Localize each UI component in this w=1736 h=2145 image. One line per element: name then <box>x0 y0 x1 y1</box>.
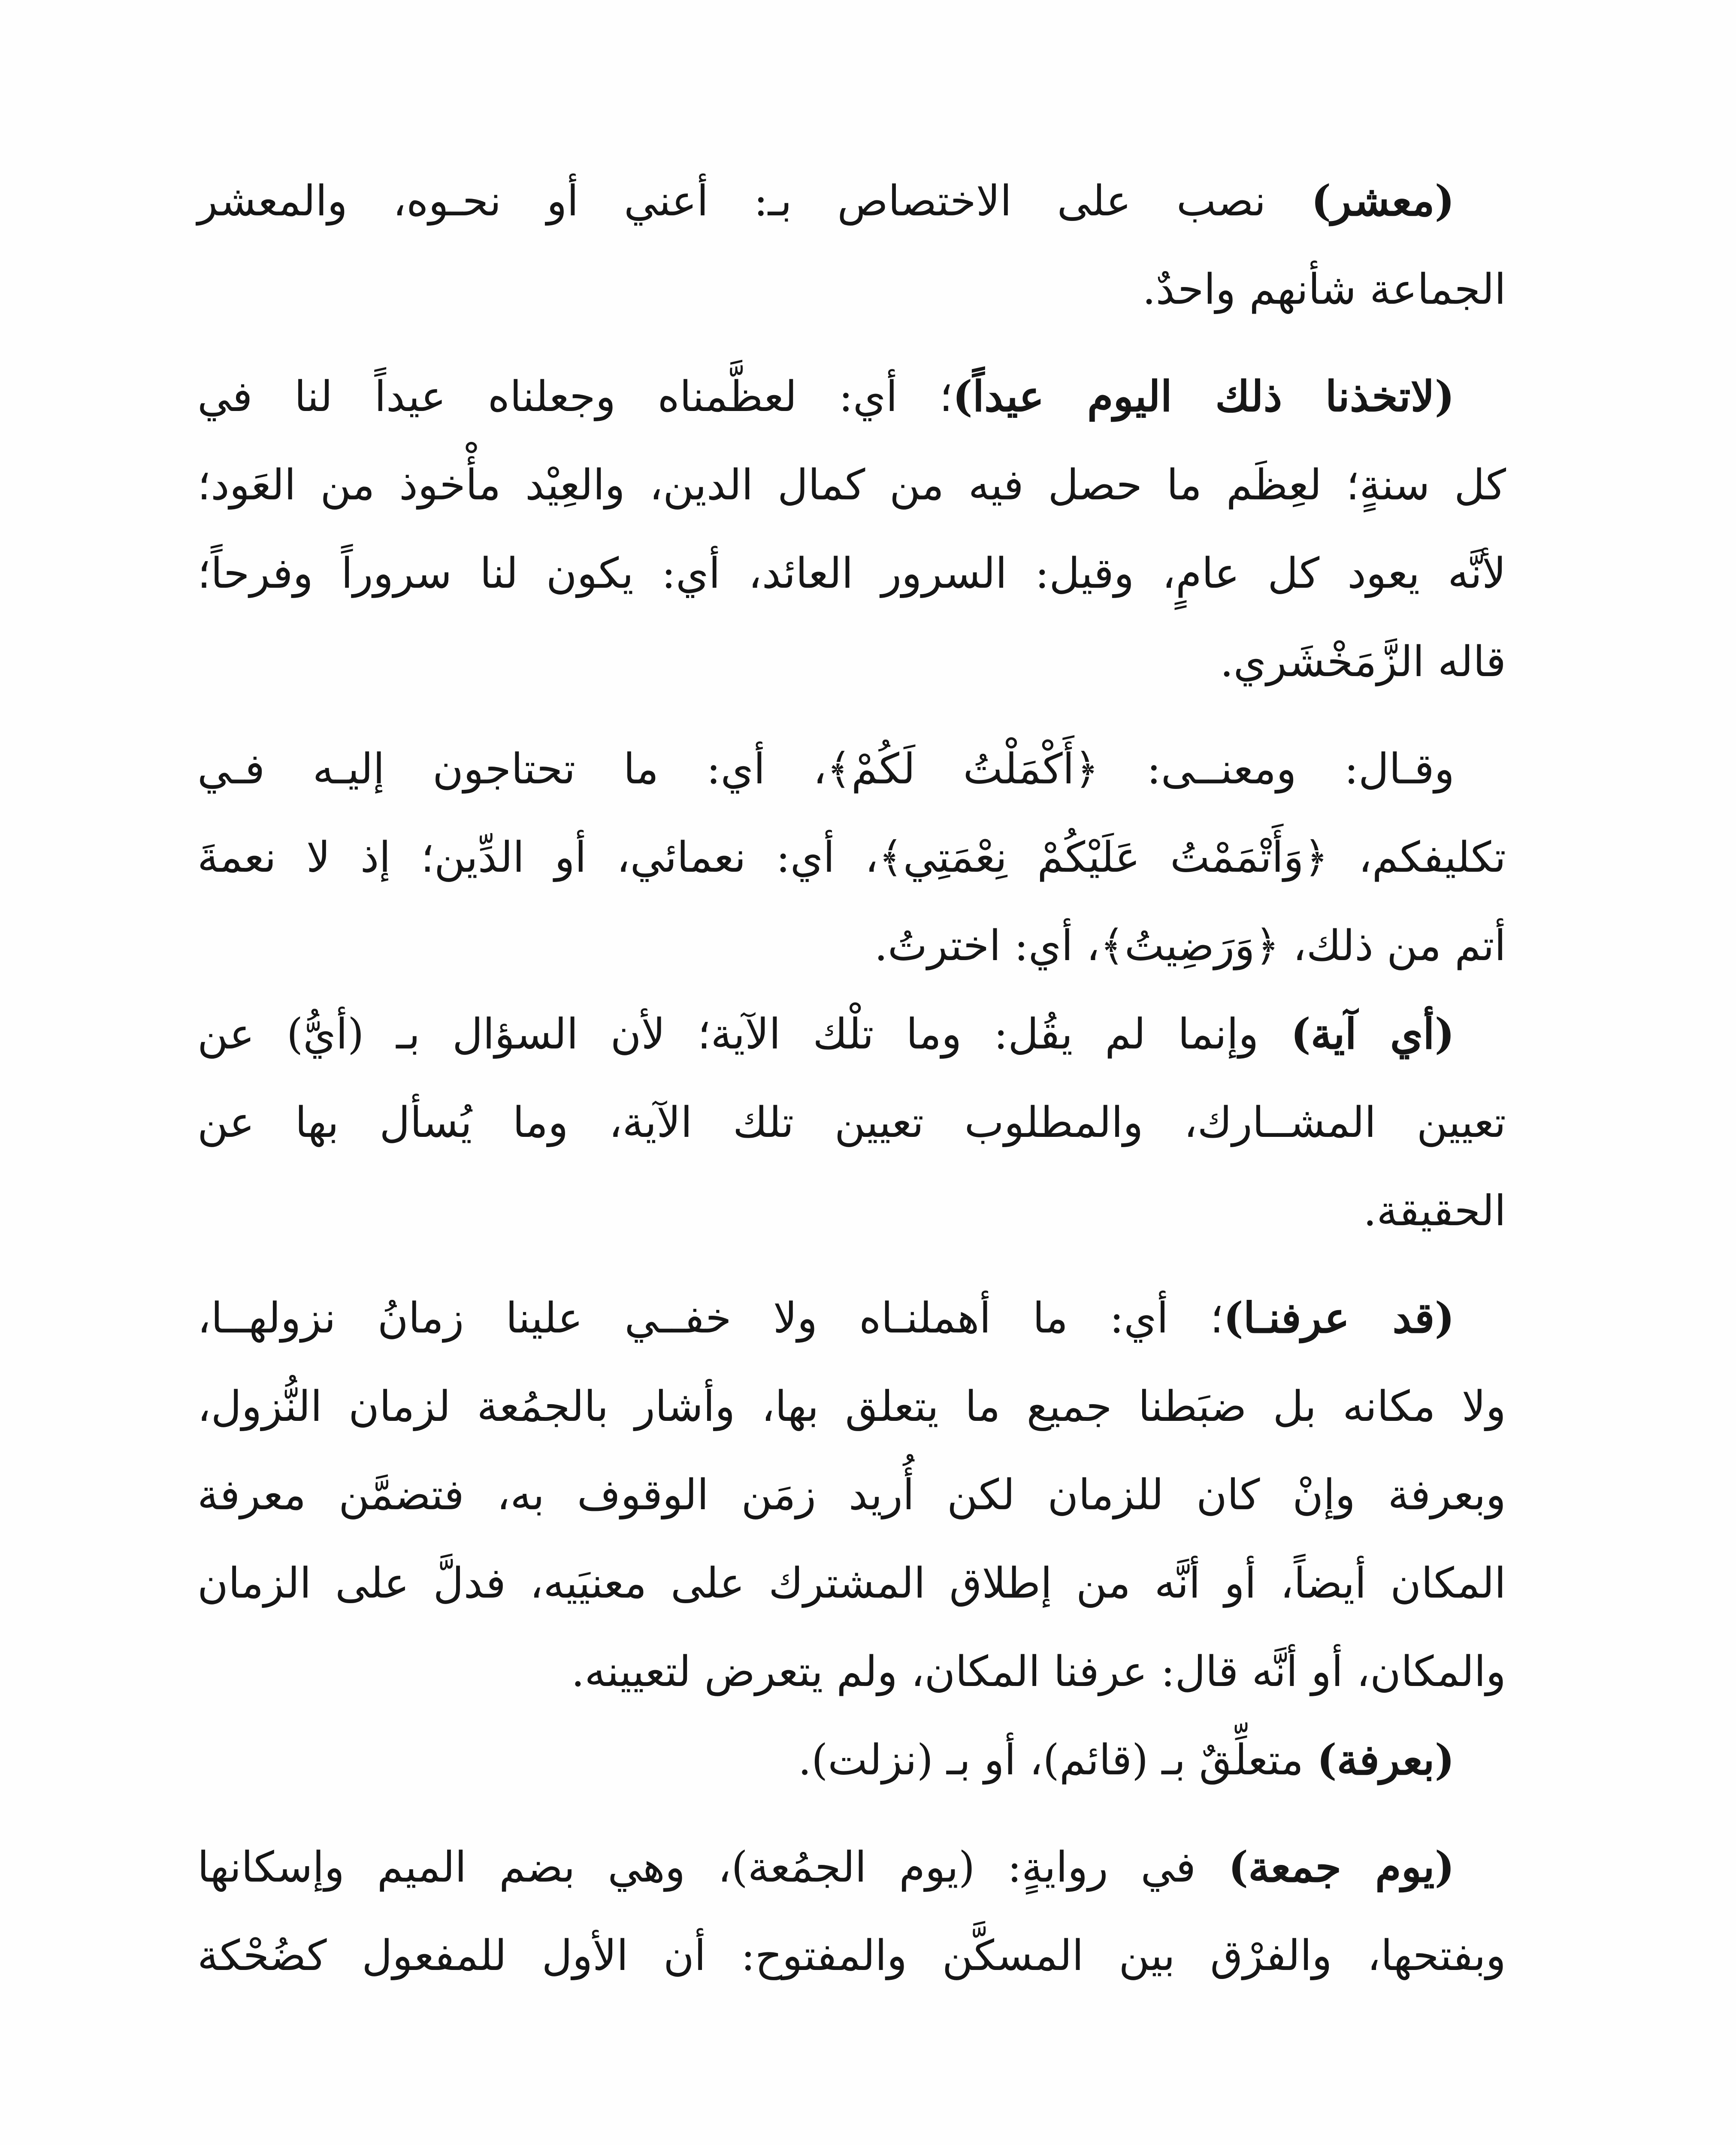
text-line: أتم من ذلك، ﴿وَرَضِيتُ﴾، أي: اخترتُ. <box>874 921 1506 970</box>
lemma-term: (لاتخذنا ذلك اليوم عيداً) <box>953 372 1455 421</box>
text-line: تعيين المشــارك، والمطلوب تعيين تلك الآية، وما يُسأل بها عن <box>197 1098 1506 1147</box>
text-line: (يوم جمعة) في روايةٍ: (يوم الجمُعة)، وهي بضم الميم وإسكانها <box>197 1843 1455 1892</box>
paragraph-akmaltu <box>197 745 1506 1013</box>
text-line: (بعرفة) متعلِّقٌ بـ (قائم)، أو بـ (نزلت). <box>798 1735 1455 1785</box>
paragraph-eid <box>197 372 1506 729</box>
text-line: الحقيقة. <box>1363 1187 1506 1236</box>
text-line: ولا مكانه بل ضبَطنا جميع ما يتعلق بها، وأشار بالجمُعة لزمان النُّزول، <box>197 1382 1506 1431</box>
paragraph-mashar <box>197 176 1506 357</box>
text-line: (معشر) نصب على الاختصاص بـ: أعني أو نحـوه، والمعشر <box>197 176 1455 226</box>
lemma-term: (يوم جمعة) <box>1228 1843 1455 1892</box>
lemma-term: (معشر) <box>1311 176 1455 226</box>
text-line: (لاتخذنا ذلك اليوم عيداً)؛ أي: لعظَّمناه وجعلناه عيداً لنا في <box>197 372 1455 421</box>
text-line: (قد عرفنـا)؛ أي: ما أهملنـاه ولا خفــي علينا زمانُ نزولهــا، <box>197 1293 1455 1343</box>
text-line: وبعرفة وإنْ كان للزمان لكن أُريد زمَن الوقوف به، فتضمَّن معرفة <box>197 1471 1506 1520</box>
lemma-term: (أي آية) <box>1291 1009 1455 1059</box>
text-line: لأنَّه يعود كل عامٍ، وقيل: السرور العائد، أي: يكون لنا سروراً وفرحاً؛ <box>197 549 1506 598</box>
paragraph-biarafa <box>197 1735 1506 1828</box>
body-text <box>197 176 1506 2023</box>
text-line: والمكان، أو أنَّه قال: عرفنا المكان، ولم يتعرض لتعيينه. <box>571 1647 1506 1696</box>
lemma-term: (قد عرفنـا) <box>1223 1293 1455 1343</box>
lemma-term: (بعرفة) <box>1317 1735 1455 1785</box>
text-line: قاله الزَّمَخْشَري. <box>1220 637 1506 686</box>
paragraph-ayy-aya <box>197 1009 1506 1278</box>
text-line: كل سنةٍ؛ لعِظَم ما حصل فيه من كمال الدين، والعِيْد مأْخوذ من العَود؛ <box>197 461 1506 510</box>
paragraph-yawm-jumua <box>197 1843 1506 2023</box>
text-line: وبفتحها، والفرْق بين المسكَّن والمفتوح: أن الأول للمفعول كضُحْكة <box>197 1931 1506 1980</box>
text-line: (أي آية) وإنما لم يقُل: وما تلْك الآية؛ لأن السؤال بـ (أيُّ) عن <box>197 1009 1455 1059</box>
paragraph-arafna <box>197 1293 1506 1739</box>
text-line: الجماعة شأنهم واحدٌ. <box>1142 265 1506 314</box>
text-line: المكان أيضاً، أو أنَّه من إطلاق المشترك على معنيَيه، فدلَّ على الزمان <box>197 1559 1506 1608</box>
text-line: تكليفكم، ﴿وَأَتْمَمْتُ عَلَيْكُمْ نِعْمَتِي﴾، أي: نعمائي، أو الدِّين؛ إذ لا نعمةَ <box>197 833 1506 882</box>
text-line: وقـال: ومعنــى: ﴿أَكْمَلْتُ لَكُمْ﴾، أي: ما تحتاجون إليـه فـي <box>197 745 1455 794</box>
